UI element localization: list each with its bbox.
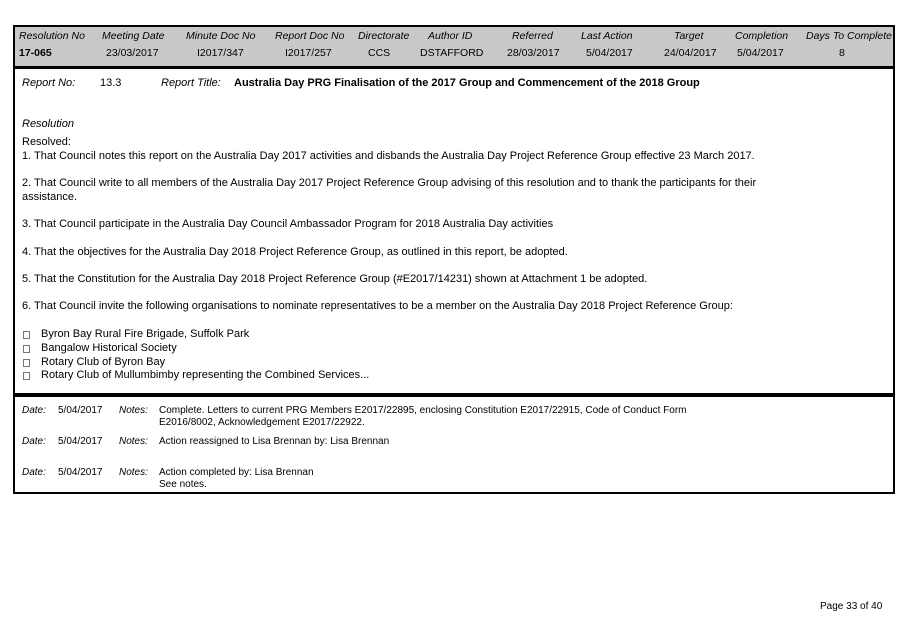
header-label-author-id: Author ID [428,30,473,42]
resolution-item-2: 2. That Council write to all members of the Australia Day 2017 Project Reference Group advising of this resolution and to thank the participants for their [22,177,757,189]
organisation-list-item: Rotary Club of Byron Bay [41,356,166,368]
header-label-referred: Referred [512,30,553,42]
header-value-minute-doc-no: I2017/347 [197,47,244,59]
header-label-report-doc-no: Report Doc No [275,30,345,42]
resolution-header [13,25,895,68]
organisation-list-item: Byron Bay Rural Fire Brigade, Suffolk Park [41,328,250,340]
note-date: 5/04/2017 [58,436,103,447]
header-label-directorate: Directorate [358,30,410,42]
organisation-list-item: Rotary Club of Mullumbimby representing the Combined Services... [41,369,370,381]
resolution-item-5: 5. That the Constitution for the Australia Day 2018 Project Reference Group (#E2017/14231) shown at Attachment 1 be adopted. [22,273,648,285]
note-text-line: See notes. [159,479,207,490]
note-notes-label: Notes: [119,467,148,478]
report-section [13,67,895,395]
note-notes-label: Notes: [119,436,148,447]
header-label-completion: Completion [735,30,789,42]
header-label-meeting-date: Meeting Date [102,30,165,42]
header-value-target: 24/04/2017 [664,47,717,59]
header-value-meeting-date: 23/03/2017 [106,47,159,59]
note-text-line: E2016/8002, Acknowledgement E2017/22922. [159,417,365,428]
note-date-label: Date: [22,436,46,447]
resolution-item-1: 1. That Council notes this report on the Australia Day 2017 activities and disbands the Australia Day Project Reference Group effective 23 March 2017. [22,150,755,162]
header-value-resolution-no: 17-065 [19,47,52,59]
header-value-author-id: DSTAFFORD [420,47,484,59]
resolution-item-6: 6. That Council invite the following organisations to nominate representatives to be a member on the Australia Day 2018 Project Reference Group: [22,300,733,312]
note-date-label: Date: [22,405,46,416]
resolved-label: Resolved: [22,136,71,148]
header-value-last-action: 5/04/2017 [586,47,633,59]
header-label-days-to-complete: Days To Complete [806,30,892,42]
report-title-label: Report Title: [161,77,221,89]
header-label-last-action: Last Action [581,30,633,42]
header-label-resolution-no: Resolution No [19,30,85,42]
header-value-referred: 28/03/2017 [507,47,560,59]
bullet-box-icon [23,331,30,339]
header-value-report-doc-no: I2017/257 [285,47,332,59]
page-number: Page 33 of 40 [820,601,883,612]
header-label-target: Target [674,30,704,42]
header-value-directorate: CCS [368,47,391,59]
report-no-label: Report No: [22,77,76,89]
resolution-item-4: 4. That the objectives for the Australia Day 2018 Project Reference Group, as outlined in this report, be adopted. [22,246,568,258]
header-value-days-to-complete: 8 [839,47,845,59]
note-text-line: Action completed by: Lisa Brennan [159,467,314,478]
note-notes-label: Notes: [119,405,148,416]
organisation-list-item: Bangalow Historical Society [41,342,177,354]
header-value-completion: 5/04/2017 [737,47,784,59]
note-text-line: Complete. Letters to current PRG Members E2017/22895, enclosing Constitution E2017/22915, Code of Conduct Form [159,405,687,416]
header-label-minute-doc-no: Minute Doc No [186,30,256,42]
resolution-heading: Resolution [22,118,74,130]
note-date-label: Date: [22,467,46,478]
note-date: 5/04/2017 [58,467,103,478]
action-notes-section [13,395,895,494]
resolution-item-3: 3. That Council participate in the Australia Day Council Ambassador Program for 2018 Australia Day activities [22,218,554,230]
note-date: 5/04/2017 [58,405,103,416]
report-title: Australia Day PRG Finalisation of the 2017 Group and Commencement of the 2018 Group [234,77,700,89]
note-text-line: Action reassigned to Lisa Brennan by: Lisa Brennan [159,436,390,447]
report-no-value: 13.3 [100,77,122,89]
bullet-box-icon [23,345,30,353]
bullet-box-icon [23,359,30,367]
resolution-item-2-continued: assistance. [22,191,78,203]
bullet-box-icon [23,372,30,380]
